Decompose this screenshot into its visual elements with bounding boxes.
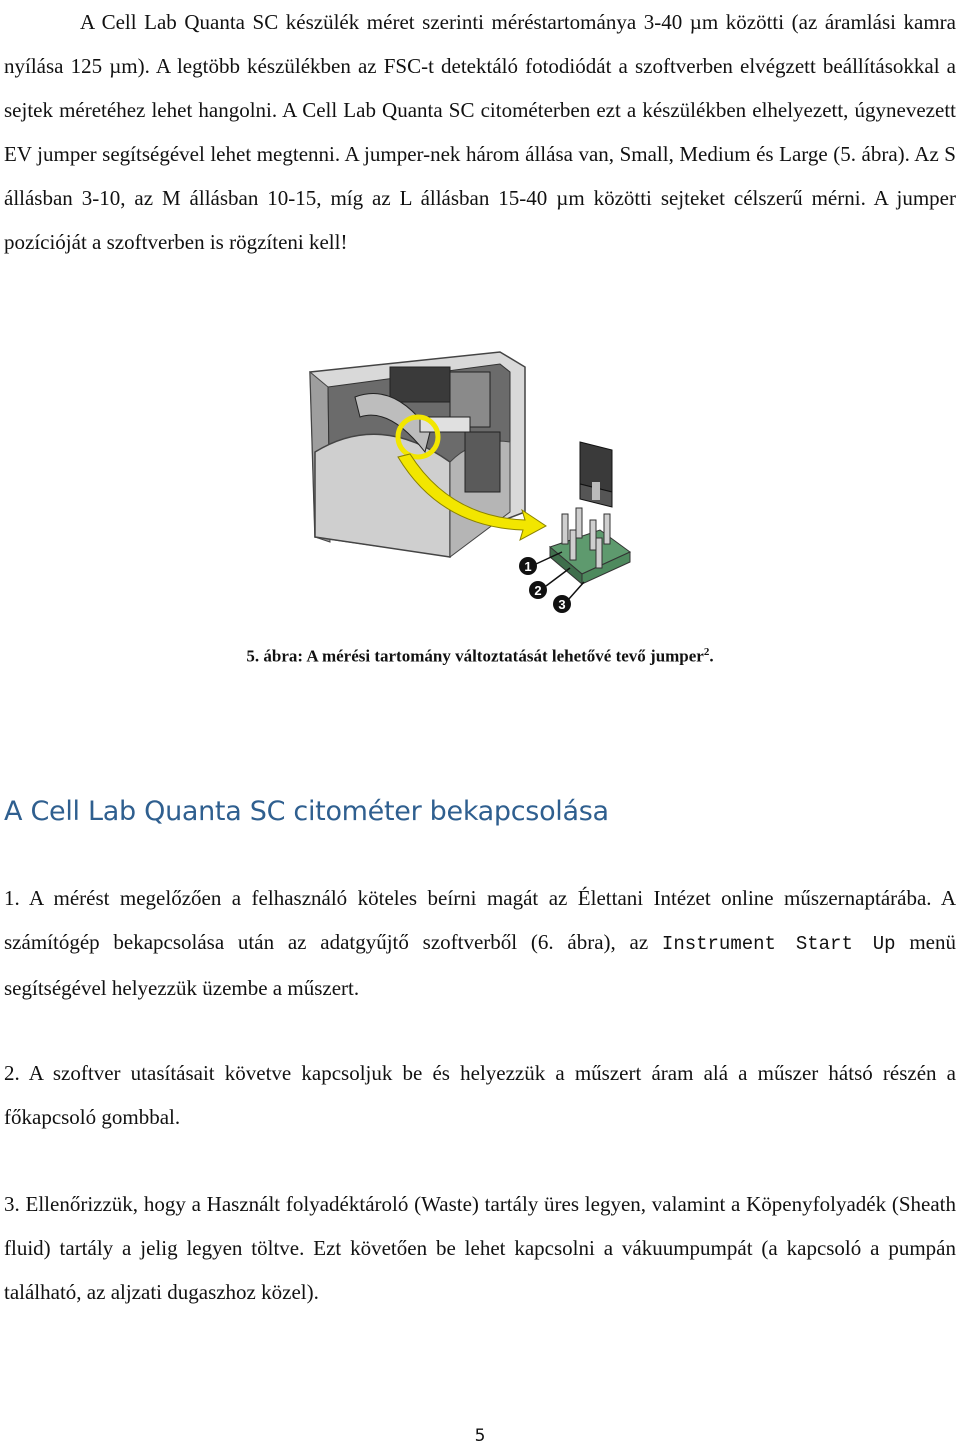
page-number: 5 <box>474 1426 486 1446</box>
figure-caption <box>0 646 960 667</box>
figure-caption-footnote: 2 <box>703 646 710 658</box>
svg-text:2: 2 <box>534 583 542 598</box>
svg-text:3: 3 <box>558 597 566 612</box>
section-heading: A Cell Lab Quanta SC citométer bekapcsolása <box>4 796 609 827</box>
marker-3 <box>553 582 584 613</box>
jumper-illustration <box>300 342 640 632</box>
figure-caption-end: . <box>709 646 714 666</box>
step-1-text-end: menü segítségével helyezzük üzembe a műszert. <box>4 930 956 1000</box>
intro-paragraph: A Cell Lab Quanta SC készülék méret szerinti méréstartománya 3-40 µm közötti (az áramlási kamra nyílása 125 µm). A legtöbb készülékben az FSC-t detektáló fotodiódát a szoftverben elvégzett beállításokkal a sejtek méretéhez lehet hangolni. A Cell Lab Quanta SC citométerben ezt a készülékben elhelyezett, úgynevezett EV jumper segítségével lehet megtenni. A jumper-nek három állása van, Small, Medium és Large (5. ábra). Az S állásban 3-10, az M állásban 10-15, míg az L állásban 15-40 µm közötti sejteket célszerű mérni. A jumper pozícióját a szoftverben is rögzíteni kell! <box>4 10 956 254</box>
svg-text:1: 1 <box>524 559 532 574</box>
step-1-paragraph <box>4 876 956 1010</box>
marker-2 <box>529 568 570 599</box>
step-2-paragraph: 2. A szoftver utasításait követve kapcsoljuk be és helyezzük a műszert áram alá a műszer hátsó részén a főkapcsoló gombbal. <box>4 1061 956 1129</box>
figure-caption-text: 5. ábra: A mérési tartomány változtatását lehetővé tevő jumper <box>246 646 704 666</box>
step-3-paragraph: 3. Ellenőrizzük, hogy a Használt folyadéktároló (Waste) tartály üres legyen, valamint a Köpenyfolyadék (Sheath fluid) tartály a jelig legyen töltve. Ezt követően be lehet kapcsolni a vákuumpumpát (a kapcsoló a pumpán található, az aljzati dugaszhoz közel). <box>4 1192 956 1304</box>
step-1-text: 1. A mérést megelőzően a felhasználó köteles beírni magát az Élettani Intézet online műszernaptárába. A számítógép bekapcsolása után az adatgyűjtő szoftverből (6. ábra), az <box>4 886 956 954</box>
instrument-start-up-menu-name: Instrument Start Up <box>661 933 896 955</box>
marker-1 <box>519 552 562 575</box>
